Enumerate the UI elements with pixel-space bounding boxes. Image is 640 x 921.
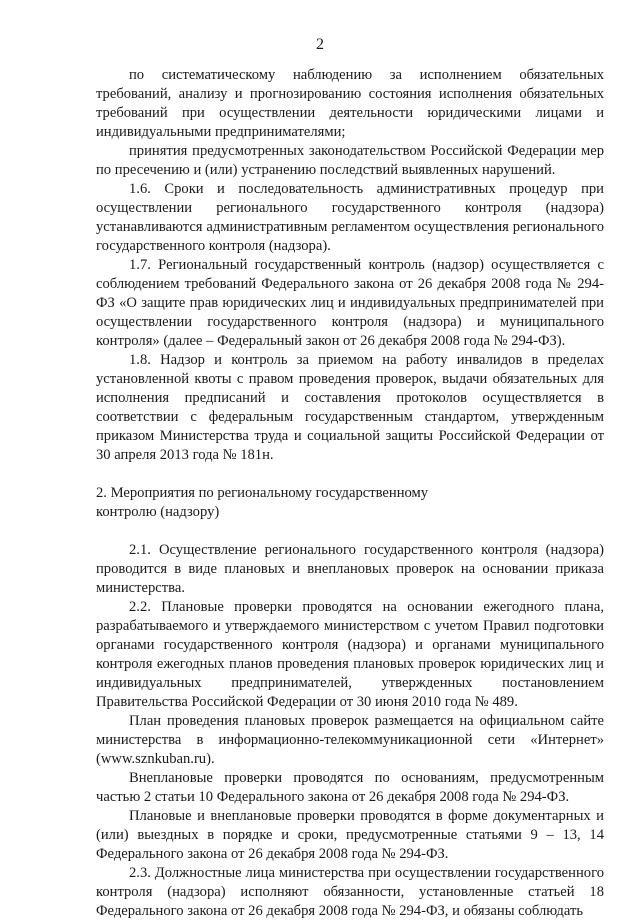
paragraph-unscheduled: Внеплановые проверки проводятся по основаниям, предусмотренным частью 2 статьи 10 Федерального закона от 26 декабря 2008 года № 294-ФЗ.	[96, 770, 604, 805]
paragraph-2-2: 2.2. Плановые проверки проводятся на основании ежегодного плана, разрабатываемого и утверждаемого министерством с учетом Правил подготовки органами государственного контроля (надзора) и органами муниципального контроля ежегодных планов проведения плановых проверок юридических лиц и индивидуальных предпринимателей, утвержденных постановлением Правительства Российской Федерации от 30 июня 2010 года № 489.	[96, 599, 604, 710]
paragraph-measures: принятия предусмотренных законодательством Российской Федерации мер по пресечению и (или) устранению последствий выявленных нарушений.	[96, 143, 604, 178]
section-heading-line-1: 2. Мероприятия по региональному государственному	[96, 485, 429, 501]
paragraph-forms: Плановые и внеплановые проверки проводятся в форме документарных и (или) выездных в порядке и сроки, предусмотренные статьями 9 – 13, 14 Федерального закона от 26 декабря 2008 года № 294-ФЗ.	[96, 808, 604, 862]
paragraph-2-3: 2.3. Должностные лица министерства при осуществлении государственного контроля (надзора) исполняют обязанности, установленные статьей 18 Федерального закона от 26 декабря 2008 года № 294-ФЗ, и обязаны соблюдать	[96, 865, 604, 919]
paragraph-monitoring-noindent: по систематическому наблюдению за исполнением обязательных требований, анализу и прогнозированию состояния исполнения обязательных требований при осуществлении деятельности юридическими лицами и индивидуальными предпринимателями;	[96, 67, 604, 140]
paragraph-1-7: 1.7. Региональный государственный контроль (надзор) осуществляется с соблюдением требований Федерального закона от 26 декабря 2008 года № 294-ФЗ «О защите прав юридических лиц и индивидуальных предпринимателей при осуществлении государственного контроля (надзора) и муниципального контроля» (далее – Федеральный закон от 26 декабря 2008 года № 294-ФЗ).	[96, 257, 604, 349]
document-body	[96, 66, 604, 921]
section-heading-line-2: контролю (надзору)	[96, 504, 220, 520]
paragraph-2-1: 2.1. Осуществление регионального государственного контроля (надзора) проводится в виде плановых и внеплановых проверок на основании приказа министерства.	[96, 542, 604, 596]
paragraph-plan-site: План проведения плановых проверок размещается на официальном сайте министерства в информационно-телекоммуникационной сети «Интернет» (www.sznkuban.ru).	[96, 713, 604, 767]
paragraph-1-8: 1.8. Надзор и контроль за приемом на работу инвалидов в пределах установленной квоты с правом проведения проверок, выдачи обязательных для исполнения предписаний и составления протоколов осуществляется в соответствии с федеральным государственным стандартом, утвержденным приказом Министерства труда и социальной защиты Российской Федерации от 30 апреля 2013 года № 181н.	[96, 352, 604, 463]
page-number: 2	[316, 36, 324, 53]
paragraph-1-6: 1.6. Сроки и последовательность административных процедур при осуществлении регионального государственного контроля (надзора) устанавливаются административным регламентом осуществления регионального государственного контроля (надзора).	[96, 181, 604, 254]
section-heading	[96, 484, 604, 522]
